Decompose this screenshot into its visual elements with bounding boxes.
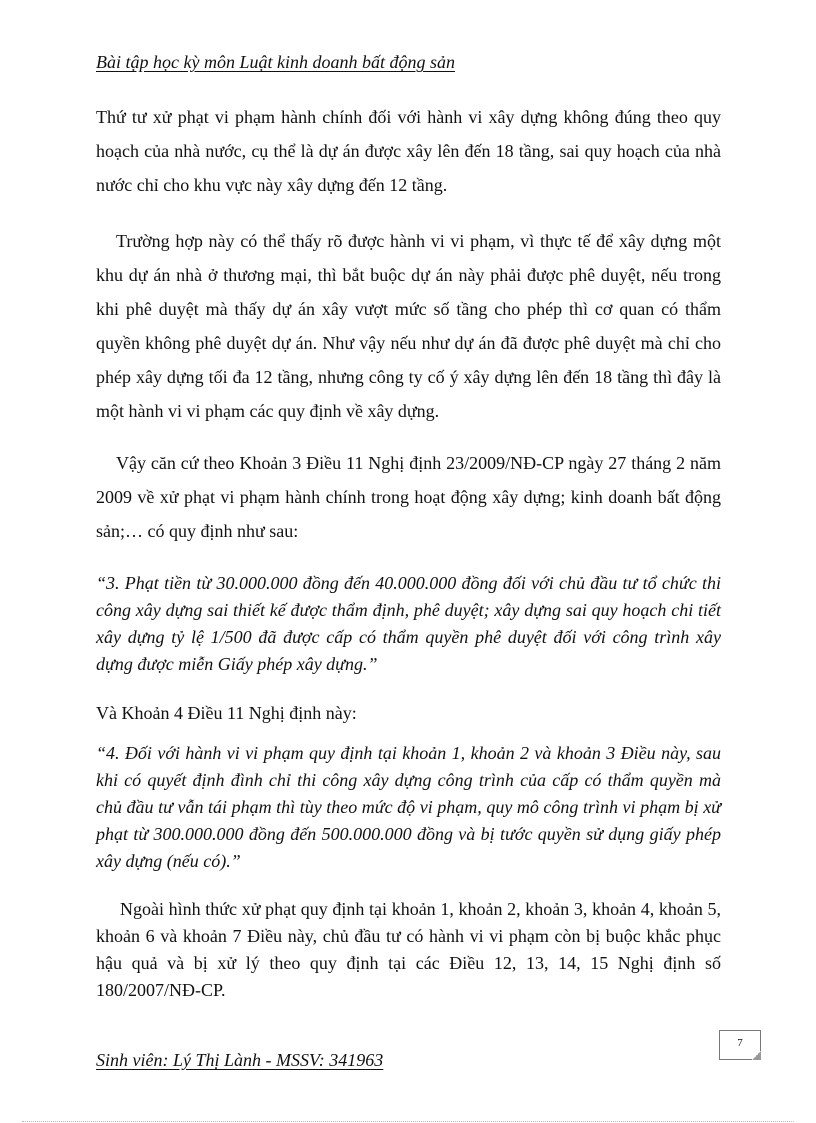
page-footer: Sinh viên: Lý Thị Lành - MSSV: 341963 — [96, 1050, 384, 1070]
quote-clause-3: “3. Phạt tiền từ 30.000.000 đồng đến 40.000.000 đồng đối với chủ đầu tư tổ chức thi công xây dựng sai thiết kế được thẩm định, phê duyệt; xây dựng sai quy hoạch chi tiết xây dựng tỷ lệ 1/500 đã được cấp có thẩm quyền phê duyệt đối với công trình xây dựng được miễn Giấy phép xây dựng.” — [96, 573, 721, 674]
paragraph-5: Ngoài hình thức xử phạt quy định tại khoản 1, khoản 2, khoản 3, khoản 4, khoản 5, khoản 6 và khoản 7 Điều này, chủ đầu tư có hành vi vi phạm còn bị buộc khắc phục hậu quả và bị xử lý theo quy định tại các Điều 12, 13, 14, 15 Nghị định số 180/2007/NĐ-CP. — [96, 899, 721, 1000]
bottom-divider — [22, 1121, 794, 1122]
paragraph-2: Trường hợp này có thể thấy rõ được hành vi vi phạm, vì thực tế để xây dựng một khu dự án nhà ở thương mại, thì bắt buộc dự án này phải được phê duyệt, nếu trong khi phê duyệt mà thấy dự án xây vượt mức số tầng cho phép thì cơ quan có thẩm quyền không phê duyệt dự án. Như vậy nếu như dự án đã được phê duyệt mà chỉ cho phép xây dựng tối đa 12 tầng, nhưng công ty cố ý xây dựng lên đến 18 tầng thì đây là một hành vi vi phạm các quy định về xây dựng. — [96, 231, 721, 421]
page-number: 7 — [737, 1037, 743, 1049]
quote-clause-4: “4. Đối với hành vi vi phạm quy định tại khoản 1, khoản 2 và khoản 3 Điều này, sau khi có quyết định đình chỉ thi công xây dựng công trình của cấp có thẩm quyền mà chủ đầu tư vẫn tái phạm thì tùy theo mức độ vi phạm, quy mô công trình vi phạm bị xử phạt từ 300.000.000 đồng đến 500.000.000 đồng và bị tước quyền sử dụng giấy phép xây dựng (nếu có).” — [96, 743, 721, 871]
paragraph-3: Vậy căn cứ theo Khoản 3 Điều 11 Nghị định 23/2009/NĐ-CP ngày 27 tháng 2 năm 2009 về xử phạt vi phạm hành chính trong hoạt động xây dựng; kinh doanh bất động sản;… có quy định như sau: — [96, 453, 721, 541]
page-header: Bài tập học kỳ môn Luật kinh doanh bất động sản — [96, 52, 455, 72]
page-fold-icon — [752, 1051, 761, 1060]
paragraph-4: Và Khoản 4 Điều 11 Nghị định này: — [96, 703, 357, 723]
page-number-badge — [719, 1030, 761, 1060]
paragraph-1: Thứ tư xử phạt vi phạm hành chính đối với hành vi xây dựng không đúng theo quy hoạch của nhà nước, cụ thể là dự án được xây lên đến 18 tầng, sai quy hoạch của nhà nước chỉ cho khu vực này xây dựng đến 12 tầng. — [96, 107, 721, 195]
